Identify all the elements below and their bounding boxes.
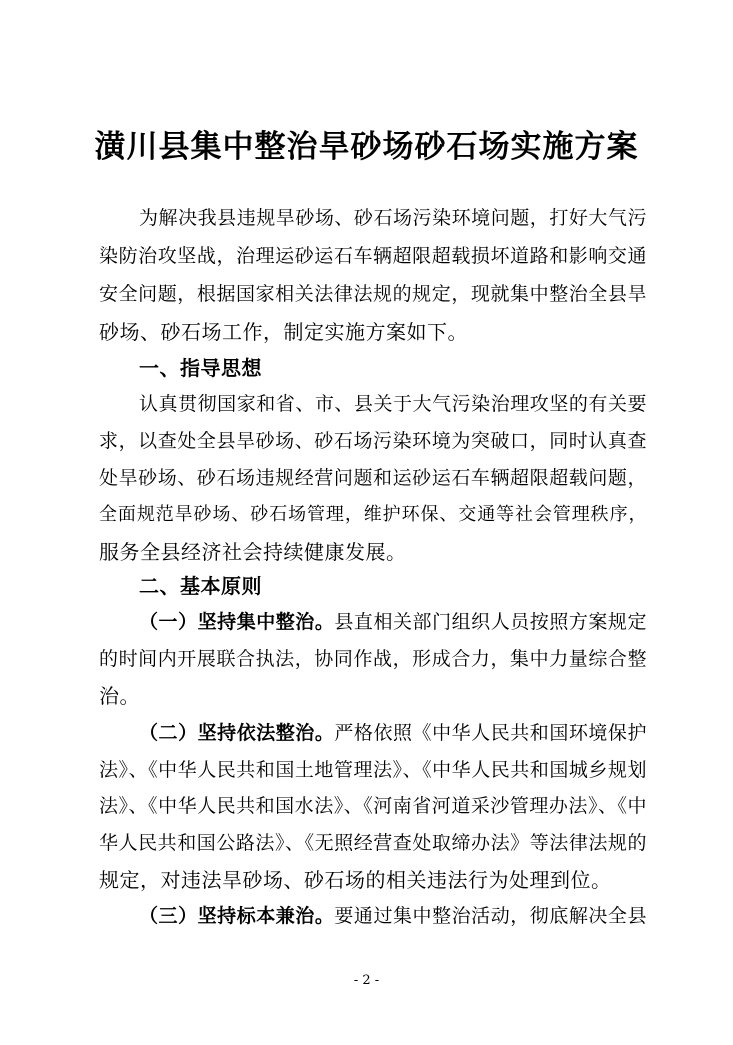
page-number: - 2 - — [353, 973, 380, 988]
section1-line-3: 处旱砂场、砂石场违规经营问题和运砂运石车辆超限超载问题， — [99, 467, 647, 489]
intro-line-2: 染防治攻坚战，治理运砂运石车辆超限超载损坏道路和影响交通 — [99, 245, 647, 267]
item1-first-text: 县直相关部门组织人员按照方案规定 — [334, 611, 647, 633]
section1-line-4: 全面规范旱砂场、砂石场管理，维护环保、交通等社会管理秩序， — [99, 504, 647, 525]
item3-first-text: 要通过集中整治活动，彻底解决全县 — [334, 905, 647, 927]
item2-line-3: 法》、《中华人民共和国水法》、《河南省河道采沙管理办法》、《中 — [99, 795, 647, 817]
item2-line-2: 法》、《中华人民共和国土地管理法》、《中华人民共和国城乡规划 — [99, 759, 647, 781]
item2-first-text: 严格依照《中华人民共和国环境保护 — [334, 722, 647, 744]
item1-line-3: 治。 — [99, 684, 140, 708]
section1-heading: 一、指导思想 — [139, 356, 262, 380]
item1-line-1 — [139, 608, 647, 636]
section2-heading: 二、基本原则 — [139, 574, 262, 598]
item3-line-1 — [139, 902, 647, 930]
section1-line-1: 认真贯彻国家和省、市、县关于大气污染治理攻坚的有关要 — [139, 393, 647, 415]
item1-line-2: 的时间内开展联合执法，协同作战，形成合力，集中力量综合整 — [99, 648, 647, 670]
item2-label: （二）坚持依法整治。 — [139, 722, 335, 744]
intro-line-3: 安全问题，根据国家相关法律法规的规定，现就集中整治全县旱 — [99, 283, 647, 305]
section1-line-2: 求，以查处全县旱砂场、砂石场污染环境为突破口，同时认真查 — [99, 430, 647, 452]
item1-label: （一）坚持集中整治。 — [139, 611, 335, 633]
item2-line-1 — [139, 719, 647, 747]
document-title: 潢川县集中整治旱砂场砂石场实施方案 — [94, 129, 639, 165]
item2-line-5: 规定，对违法旱砂场、砂石场的相关违法行为处理到位。 — [99, 868, 612, 892]
item2-line-4: 华人民共和国公路法》、《无照经营查处取缔办法》等法律法规的 — [99, 832, 647, 854]
intro-line-4: 砂场、砂石场工作，制定实施方案如下。 — [99, 320, 468, 344]
item3-label: （三）坚持标本兼治。 — [139, 905, 335, 927]
intro-line-1: 为解决我县违规旱砂场、砂石场污染环境问题，打好大气污 — [139, 207, 647, 229]
section1-line-5: 服务全县经济社会持续健康发展。 — [99, 540, 407, 564]
